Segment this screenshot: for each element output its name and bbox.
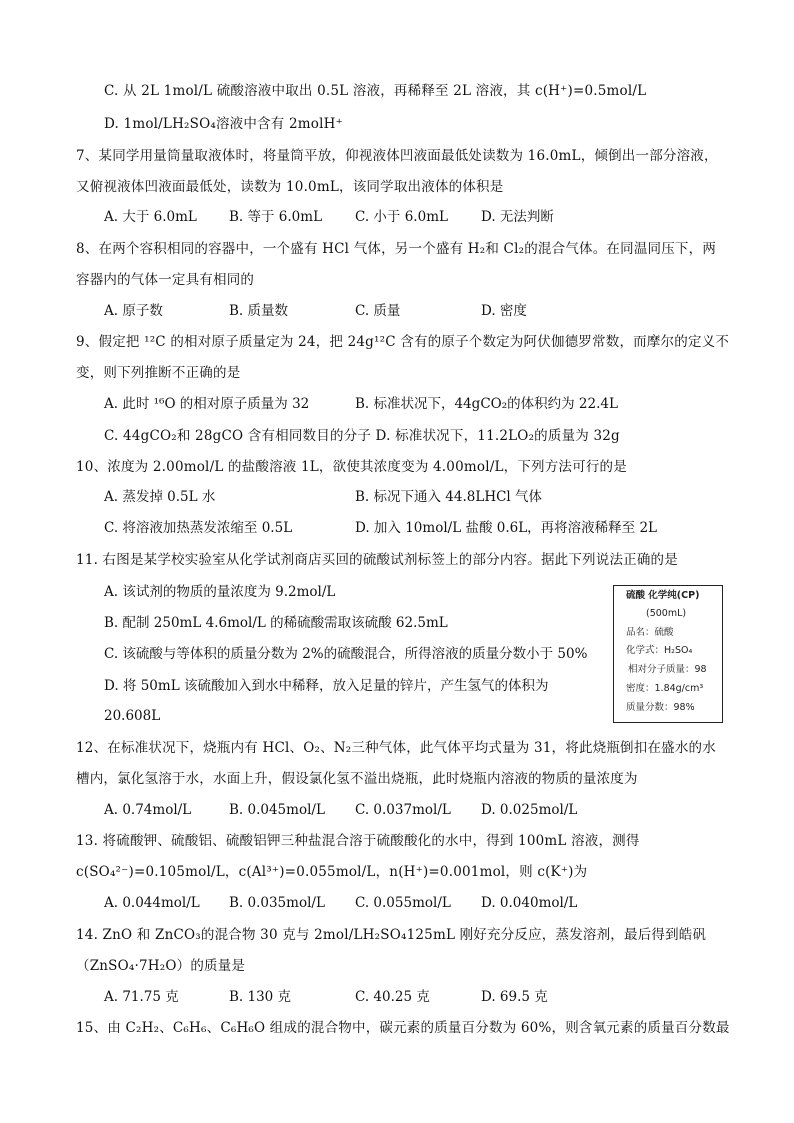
- q6-option-d: D. 1mol/LH₂SO₄溶液中含有 2molH⁺: [104, 116, 343, 132]
- q14-stem-line2: （ZnSO₄·7H₂O）的质量是: [76, 958, 246, 974]
- q11-option-b: B. 配制 250mL 4.6mol/L 的稀硫酸需取该硫酸 62.5mL: [104, 615, 448, 631]
- q11-option-a: A. 该试剂的物质的量浓度为 9.2mol/L: [104, 584, 336, 600]
- q12-option-b: B. 0.045mol/L: [229, 802, 325, 818]
- q12-option-d: D. 0.025mol/L: [481, 802, 578, 818]
- q14-option-c: C. 40.25 克: [355, 989, 430, 1005]
- q10-stem: 10、浓度为 2.00mol/L 的盐酸溶液 1L，欲使其浓度变为 4.00mol/L，下列方法可行的是: [76, 459, 627, 475]
- reagent-label-title: 硫酸 化学纯(CP): [626, 590, 700, 601]
- q8-option-a: A. 原子数: [104, 303, 163, 319]
- reagent-label-volume: (500mL): [646, 608, 687, 619]
- q13-option-d: D. 0.040mol/L: [481, 895, 578, 911]
- q9-stem-line2: 变，则下列推断不正确的是: [76, 365, 241, 381]
- q7-stem-line2: 又俯视液体凹液面最低处，读数为 10.0mL，该同学取出液体的体积是: [76, 179, 504, 195]
- reagent-label-density: 密度：1.84g/cm³: [626, 683, 704, 694]
- q12-option-c: C. 0.037mol/L: [355, 802, 451, 818]
- q15-stem-line1: 15、由 C₂H₂、C₆H₆、C₆H₆O 组成的混合物中，碳元素的质量百分数为 60%，则含氧元素的质量百分数最: [76, 1020, 730, 1036]
- q11-option-c: C. 该硫酸与等体积的质量分数为 2%的硫酸混合，所得溶液的质量分数小于 50%: [104, 646, 588, 662]
- reagent-label-mass: 相对分子质量：98: [628, 664, 707, 675]
- q11-stem: 11. 右图是某学校实验室从化学试剂商店买回的硫酸试剂标签上的部分内容。据此下列说法正确的是: [76, 552, 678, 568]
- q13-stem-line1: 13. 将硫酸钾、硫酸铝、硫酸铝钾三种盐混合溶于硫酸酸化的水中，得到 100mL 溶液，测得: [76, 833, 640, 849]
- q7-option-d: D. 无法判断: [481, 209, 554, 225]
- q13-option-a: A. 0.044mol/L: [104, 895, 200, 911]
- q9-stem-line1: 9、假定把 ¹²C 的相对原子质量定为 24，把 24g¹²C 含有的原子个数定为阿伏伽德罗常数，而摩尔的定义不: [76, 334, 730, 350]
- q14-option-b: B. 130 克: [229, 989, 292, 1005]
- q12-stem-line2: 槽内，氯化氢溶于水，水面上升，假设氯化氢不溢出烧瓶，此时烧瓶内溶液的物质的量浓度为: [76, 771, 638, 787]
- q10-option-c: C. 将溶液加热蒸发浓缩至 0.5L: [104, 520, 293, 536]
- q7-option-b: B. 等于 6.0mL: [229, 209, 323, 225]
- q14-option-a: A. 71.75 克: [104, 989, 179, 1005]
- q8-option-b: B. 质量数: [229, 303, 289, 319]
- q9-option-b: B. 标准状况下，44gCO₂的体积约为 22.4L: [355, 396, 618, 412]
- q13-stem-line2: c(SO₄²⁻)=0.105mol/L，c(Al³⁺)=0.055mol/L，n(H⁺)=0.001mol，则 c(K⁺)为: [76, 864, 588, 880]
- q11-option-d: D. 将 50mL 该硫酸加入到水中稀释，放入足量的锌片，产生氢气的体积为: [104, 678, 549, 694]
- q13-option-b: B. 0.035mol/L: [229, 895, 325, 911]
- q8-option-c: C. 质量: [355, 303, 401, 319]
- q6-option-c: C. 从 2L 1mol/L 硫酸溶液中取出 0.5L 溶液，再稀释至 2L 溶液，其 c(H⁺)=0.5mol/L: [104, 83, 647, 99]
- q14-option-d: D. 69.5 克: [481, 989, 548, 1005]
- q7-option-a: A. 大于 6.0mL: [104, 209, 197, 225]
- q8-option-d: D. 密度: [481, 303, 527, 319]
- q12-option-a: A. 0.74mol/L: [104, 802, 192, 818]
- reagent-label-fraction: 质量分数：98%: [626, 702, 695, 713]
- reagent-label-formula: 化学式：H₂SO₄: [626, 645, 693, 656]
- q7-stem-line1: 7、某同学用量筒量取液体时，将量筒平放，仰视液体凹液面最低处读数为 16.0mL，倾倒出一部分溶液，: [76, 148, 718, 164]
- q7-option-c: C. 小于 6.0mL: [355, 209, 448, 225]
- q13-option-c: C. 0.055mol/L: [355, 895, 451, 911]
- q8-stem-line2: 容器内的气体一定具有相同的: [76, 272, 255, 288]
- q10-option-a: A. 蒸发掉 0.5L 水: [104, 489, 216, 505]
- q10-option-b: B. 标况下通入 44.8LHCl 气体: [355, 489, 543, 505]
- q10-option-d: D. 加入 10mol/L 盐酸 0.6L，再将溶液稀释至 2L: [355, 520, 658, 536]
- q14-stem-line1: 14. ZnO 和 ZnCO₃的混合物 30 克与 2mol/LH₂SO₄125mL 刚好充分反应，蒸发溶剂，最后得到皓矾: [76, 927, 707, 943]
- q9-option-cd: C. 44gCO₂和 28gCO 含有相同数目的分子 D. 标准状况下，11.2LO₂的质量为 32g: [104, 428, 620, 444]
- q8-stem-line1: 8、在两个容积相同的容器中，一个盛有 HCl 气体，另一个盛有 H₂和 Cl₂的混合气体。在同温同压下，两: [76, 241, 717, 257]
- q12-stem-line1: 12、在标准状况下，烧瓶内有 HCl、O₂、N₂三种气体，此气体平均式量为 31，将此烧瓶倒扣在盛水的水: [76, 740, 716, 756]
- q9-option-a: A. 此时 ¹⁶O 的相对原子质量为 32: [104, 396, 310, 412]
- reagent-label: [613, 585, 723, 723]
- reagent-label-name: 品名：硫酸: [626, 627, 674, 638]
- q11-option-d-cont: 20.608L: [104, 708, 161, 724]
